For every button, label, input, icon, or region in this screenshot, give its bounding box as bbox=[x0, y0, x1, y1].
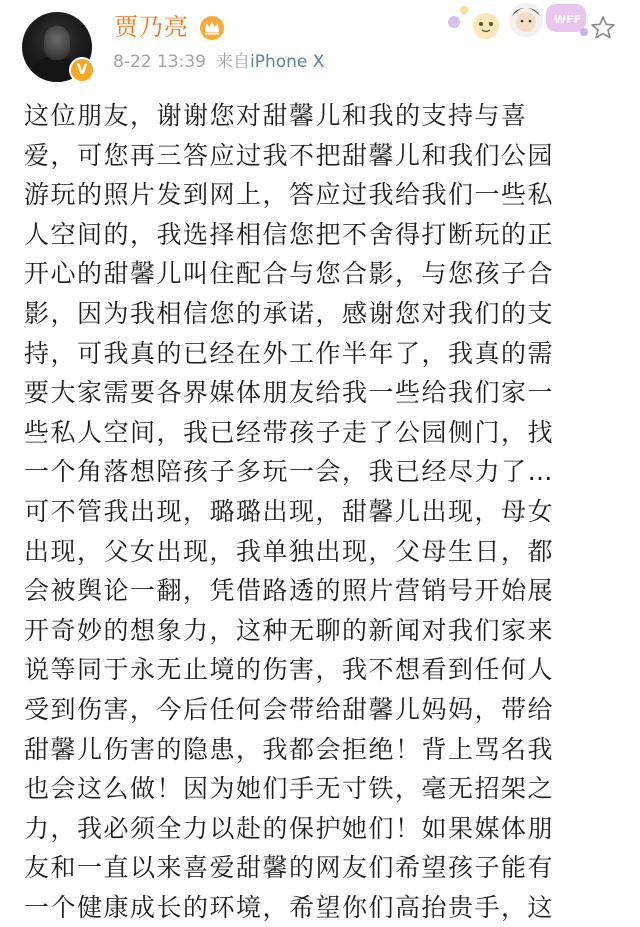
post-line: 影，因为我相信您的承诺，感谢您对我们的支 bbox=[24, 298, 555, 328]
post-line: 力，我必须全力以赴的保护她们！如果媒体朋 bbox=[24, 813, 555, 843]
post-line: 一个角落想陪孩子多玩一会，我已经尽力了… bbox=[24, 457, 555, 487]
post-body bbox=[24, 96, 616, 927]
post-line: 甜馨儿伤害的隐患，我都会拒绝！背上骂名我 bbox=[24, 734, 555, 764]
post-line: 说等同于永无止境的伤害，我不想看到任何人 bbox=[24, 655, 555, 685]
post-line: 些私人空间，我已经带孩子走了公园侧门，找 bbox=[24, 417, 555, 447]
crown-icon[interactable] bbox=[198, 14, 226, 40]
post-date: 8-22 bbox=[113, 52, 152, 72]
post-line: 这位朋友，谢谢您对甜馨儿和我的支持与喜 bbox=[24, 101, 528, 130]
post-time: 13:39 bbox=[157, 52, 206, 72]
post-meta bbox=[113, 51, 324, 73]
post-line: 游玩的照片发到网上，答应过我给我们一些私 bbox=[24, 180, 555, 210]
post-line: 会被舆论一翻，凭借路透的照片营销号开始展 bbox=[24, 576, 555, 606]
post-line: 开奇妙的想象力，这种无聊的新闻对我们家来 bbox=[24, 615, 555, 645]
header-decoration bbox=[446, 0, 596, 40]
post-header bbox=[0, 0, 640, 92]
source-prefix: 来自 bbox=[216, 52, 250, 72]
star-icon[interactable] bbox=[590, 15, 616, 41]
post-line: 一个健康成长的环境，希望你们高抬贵手，这 bbox=[24, 892, 555, 922]
post-line: 开心的甜馨儿叫住配合与您合影，与您孩子合 bbox=[24, 259, 555, 289]
post-line: 爱，可您再三答应过我不把甜馨儿和我们公园 bbox=[24, 140, 555, 170]
post-line: 要大家需要各界媒体朋友给我一些给我们家一 bbox=[24, 378, 555, 408]
post-line: 也会这么做！因为她们手无寸铁，毫无招架之 bbox=[24, 774, 555, 804]
username[interactable]: 贾乃亮 bbox=[114, 13, 189, 41]
source-device-link[interactable]: iPhone X bbox=[250, 52, 325, 72]
avatar-face bbox=[44, 26, 70, 60]
post-line: 友和一直以来喜爱甜馨的网友们希望孩子能有 bbox=[24, 853, 555, 883]
post-line: 持，可我真的已经在外工作半年了，我真的需 bbox=[24, 338, 555, 368]
post-line: 人空间的，我选择相信您把不舍得打断玩的正 bbox=[24, 219, 555, 249]
verified-badge-icon: V bbox=[69, 57, 95, 83]
deco-badge-label: WFF bbox=[554, 13, 582, 26]
post-line: 受到伤害，今后任何会带给甜馨儿妈妈，带给 bbox=[24, 694, 555, 724]
post-line: 出现，父女出现，我单独出现，父母生日，都 bbox=[24, 536, 555, 566]
post-line: 可不管我出现，璐璐出现，甜馨儿出现，母女 bbox=[24, 496, 555, 526]
